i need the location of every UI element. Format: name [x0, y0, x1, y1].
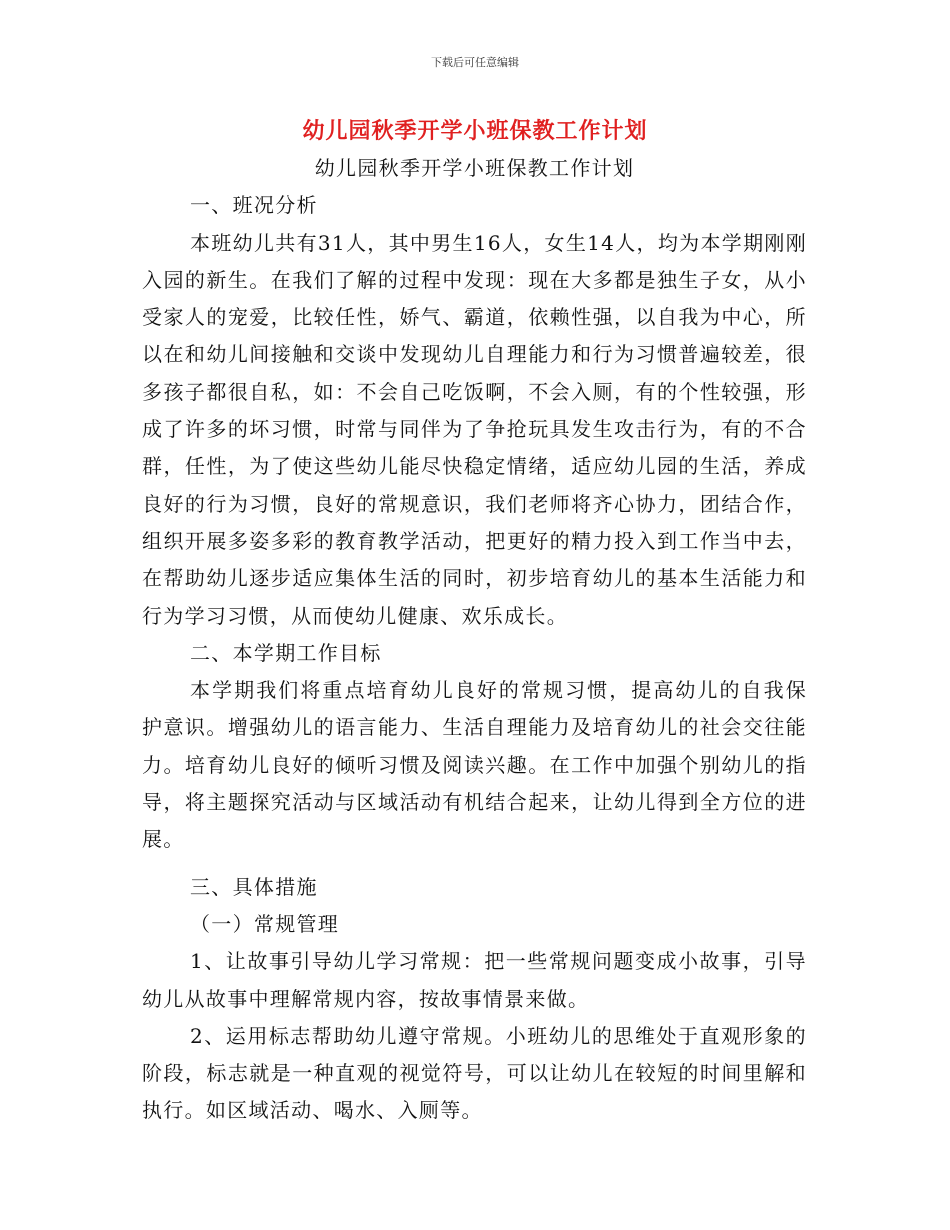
header-note: 下载后可任意编辑: [431, 56, 519, 69]
subsection-heading: （一）常规管理: [190, 911, 340, 936]
list-item: 1、让故事引导幼儿学习常规：把一些常规问题变成小故事，引导幼儿从故事中理解常规内容，按故事情景来做。: [142, 949, 807, 1011]
list-item: 2、运用标志帮助幼儿遵守常规。小班幼儿的思维处于直观形象的阶段，标志就是一种直观的视觉符号，可以让幼儿在较短的时间里解和执行。如区域活动、喝水、入厕等。: [142, 1023, 807, 1123]
section-heading: 一、班况分析: [190, 193, 318, 218]
document-title: 幼儿园秋季开学小班保教工作计划: [302, 119, 648, 144]
document-body: [142, 150, 807, 1130]
section-heading: 二、本学期工作目标: [190, 640, 382, 665]
document-subtitle: 幼儿园秋季开学小班保教工作计划: [314, 156, 635, 180]
spacer: [142, 859, 807, 869]
paragraph: 本学期我们将重点培育幼儿良好的常规习惯，提高幼儿的自我保护意识。增强幼儿的语言能力、生活自理能力及培育幼儿的社会交往能力。培育幼儿良好的倾听习惯及阅读兴趣。在工作中加强个别幼儿的指导，将主题探究活动与区域活动有机结合起来，让幼儿得到全方位的进展。: [142, 678, 807, 852]
paragraph: 本班幼儿共有31人，其中男生16人，女生14人，均为本学期刚刚入园的新生。在我们了解的过程中发现：现在大多都是独生子女，从小受家人的宠爱，比较任性，娇气、霸道，依赖性强，以自我为中心，所以在和幼儿间接触和交谈中发现幼儿自理能力和行为习惯普遍较差，很多孩子都很自私，如：不会自己吃饭啊，不会入厕，有的个性较强，形成了许多的坏习惯，时常与同伴为了争抢玩具发生攻击行为，有的不合群，任性，为了使这些幼儿能尽快稳定情绪，适应幼儿园的生活，养成良好的行为习惯，良好的常规意识，我们老师将齐心协力，团结合作，组织开展多姿多彩的教育教学活动，把更好的精力投入到工作当中去，在帮助幼儿逐步适应集体生活的同时，初步培育幼儿的基本生活能力和行为学习习惯，从而使幼儿健康、欢乐成长。: [142, 230, 807, 628]
section-heading: 三、具体措施: [190, 874, 318, 899]
